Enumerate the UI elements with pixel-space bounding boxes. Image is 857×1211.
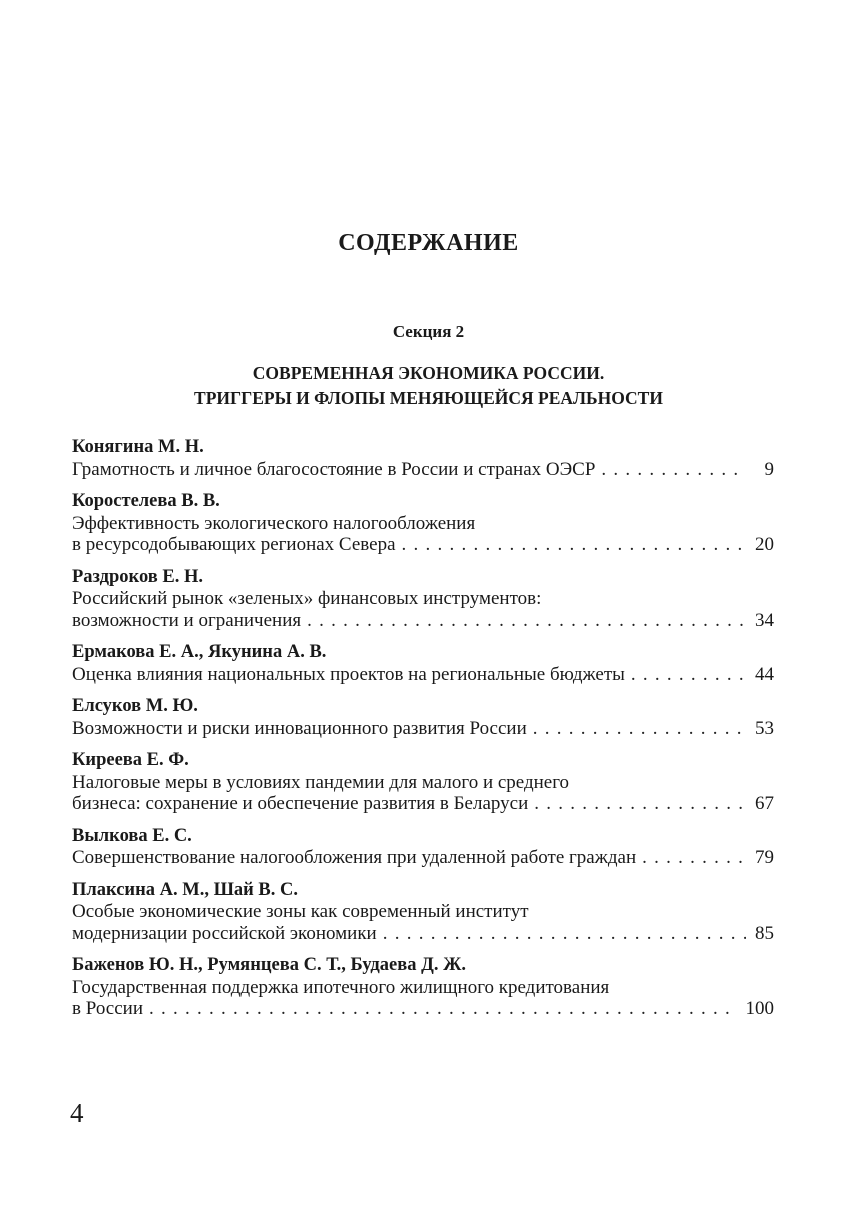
toc-entry-title-line xyxy=(72,664,774,686)
toc-entry-page-number: 85 xyxy=(755,922,774,944)
toc-entry-title-line xyxy=(72,459,774,481)
page-number: 4 xyxy=(70,1098,84,1128)
toc-entry-title-line xyxy=(72,901,774,923)
toc-entry-title-text: Государственная поддержка ипотечного жилищного кредитования xyxy=(72,976,610,998)
toc-entry-author: Коростелева В. В. xyxy=(72,491,220,511)
toc-entry-page-number: 9 xyxy=(764,458,774,480)
dot-leader xyxy=(402,534,746,556)
toc-entry-title-text: в ресурсодобывающих регионах Севера xyxy=(72,534,396,555)
toc-entry-author: Баженов Ю. Н., Румянцева С. Т., Будаева Д. Ж. xyxy=(72,955,466,975)
toc-entry-title-line xyxy=(72,534,774,556)
toc-entry-title-line xyxy=(72,588,774,610)
toc-entry-author: Киреева Е. Ф. xyxy=(72,750,189,770)
dot-leader xyxy=(149,998,738,1020)
toc-entry-page-number: 34 xyxy=(755,609,774,631)
toc-entry-author: Ермакова Е. А., Якунина А. В. xyxy=(72,642,327,662)
toc-entry-title-line xyxy=(72,513,774,535)
dot-leader xyxy=(307,610,746,632)
toc-entry-page-number: 100 xyxy=(745,998,774,1019)
toc-entry-title-line xyxy=(72,977,774,999)
toc-entry-title-text: в России xyxy=(72,998,143,1019)
toc-entry-title-text: Возможности и риски инновационного развития России xyxy=(72,717,527,739)
toc-entry xyxy=(72,880,774,945)
toc-entry xyxy=(72,696,774,739)
dot-leader xyxy=(601,459,746,481)
toc-entry-title-text: Российский рынок «зеленых» финансовых инструментов: xyxy=(72,588,542,609)
section-title-line-1: СОВРЕМЕННАЯ ЭКОНОМИКА РОССИИ. xyxy=(252,363,605,383)
section-title xyxy=(0,361,857,411)
dot-leader xyxy=(631,664,746,686)
table-of-contents xyxy=(72,437,774,1031)
toc-entry xyxy=(72,491,774,556)
toc-entry-title-text: модернизации российской экономики xyxy=(72,922,377,944)
section-label: Секция 2 xyxy=(392,322,465,341)
toc-entry-title-line xyxy=(72,772,774,794)
dot-leader xyxy=(533,718,746,740)
toc-entry xyxy=(72,642,774,685)
toc-entry-page-number: 79 xyxy=(755,847,774,868)
toc-entry-title-line xyxy=(72,998,774,1020)
dot-leader xyxy=(383,923,746,945)
dot-leader xyxy=(534,793,746,815)
toc-entry-title-line xyxy=(72,847,774,869)
toc-entry-author: Елсуков М. Ю. xyxy=(72,696,198,716)
toc-entry-title-line xyxy=(72,610,774,632)
toc-entry-title-line xyxy=(72,793,774,815)
toc-entry xyxy=(72,955,774,1020)
toc-entry xyxy=(72,750,774,815)
toc-entry xyxy=(72,826,774,869)
page-title: СОДЕРЖАНИЕ xyxy=(338,230,519,256)
toc-entry xyxy=(72,437,774,480)
toc-entry xyxy=(72,567,774,632)
toc-entry-author: Плаксина А. М., Шай В. С. xyxy=(72,879,298,900)
toc-entry-title-text: Эффективность экологического налогообложения xyxy=(72,512,476,534)
dot-leader xyxy=(642,847,746,869)
toc-entry-author: Вылкова Е. С. xyxy=(72,825,192,846)
toc-entry-title-text: Налоговые меры в условиях пандемии для малого и среднего xyxy=(72,771,570,793)
toc-entry-author: Конягина М. Н. xyxy=(72,437,204,457)
toc-entry-title-text: Совершенствование налогообложения при удаленной работе граждан xyxy=(72,847,637,868)
toc-entry-author: Раздроков Е. Н. xyxy=(72,566,203,587)
toc-entry-page-number: 53 xyxy=(755,717,774,739)
toc-entry-title-text: Оценка влияния национальных проектов на региональные бюджеты xyxy=(72,663,625,685)
toc-entry-title-text: возможности и ограничения xyxy=(72,609,302,631)
toc-entry-title-line xyxy=(72,923,774,945)
toc-entry-title-text: Грамотность и личное благосостояние в России и странах ОЭСР xyxy=(72,458,596,480)
toc-entry-page-number: 44 xyxy=(755,663,774,685)
section-title-line-2: ТРИГГЕРЫ И ФЛОПЫ МЕНЯЮЩЕЙСЯ РЕАЛЬНОСТИ xyxy=(194,388,663,408)
toc-entry-title-text: бизнеса: сохранение и обеспечение развития в Беларуси xyxy=(72,793,529,814)
toc-entry-title-text: Особые экономические зоны как современный институт xyxy=(72,901,529,922)
toc-entry-title-line xyxy=(72,718,774,740)
toc-entry-page-number: 20 xyxy=(755,534,774,555)
toc-entry-page-number: 67 xyxy=(755,793,774,814)
